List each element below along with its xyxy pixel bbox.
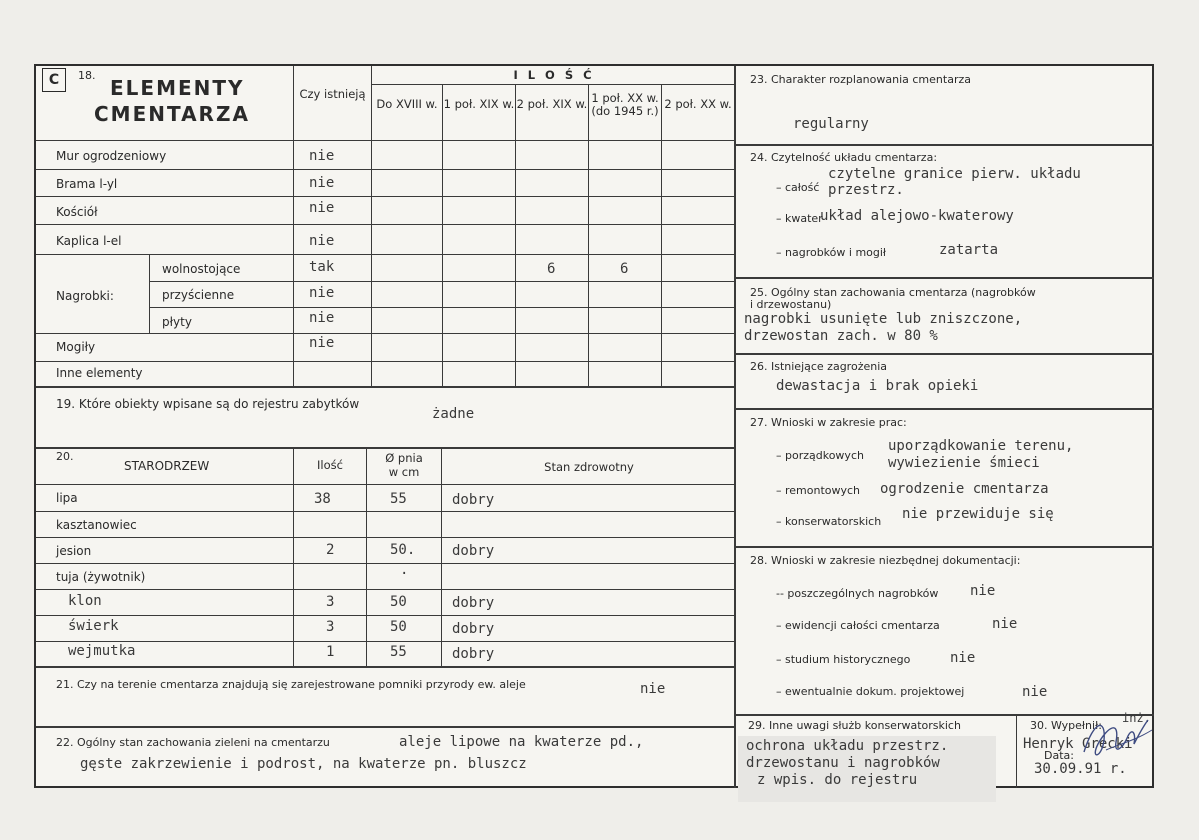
rule <box>36 333 736 334</box>
s27-order-line2: wywiezienie śmieci <box>888 455 1040 471</box>
tree-name: lipa <box>56 491 78 505</box>
s27-cons-value: nie przewiduje się <box>902 506 1054 522</box>
tree-qty: 3 <box>326 619 335 635</box>
s29-label: 29. Inne uwagi służb konserwatorskich <box>748 719 961 732</box>
row-label-tombstones: Nagrobki: <box>56 289 114 303</box>
s27-order-label: – porządkowych <box>776 449 864 462</box>
row-label-wall: Mur ogrodzeniowy <box>56 149 167 163</box>
rule <box>1016 714 1017 788</box>
tree-diam: 50 <box>390 619 407 635</box>
value-slabs-exists: nie <box>309 310 335 326</box>
rule <box>36 254 736 255</box>
rule <box>293 447 294 666</box>
s20-number: 20. <box>56 450 74 463</box>
s25-label-line2: i drzewostanu) <box>750 298 832 311</box>
s24-label: 24. Czytelność układu cmentarza: <box>750 151 938 164</box>
col-exists-header: Czy istnieją <box>299 87 366 101</box>
s28-item3-label: – studium historycznego <box>776 653 911 666</box>
rule <box>735 546 1154 548</box>
tree-name: wejmutka <box>68 643 136 659</box>
tree-qty: 2 <box>326 542 335 558</box>
s26-value: dewastacja i brak opieki <box>776 378 979 394</box>
tree-name: tuja (żywotnik) <box>56 570 146 584</box>
row-label-wall-mounted: przyścienne <box>162 288 235 302</box>
rule <box>36 563 736 564</box>
s18-title-line2: CMENTARZA <box>94 102 250 126</box>
s28-item2-label: – ewidencji całości cmentarza <box>776 619 940 632</box>
tree-name: jesion <box>56 544 92 558</box>
s24-whole-label: – całość <box>776 181 820 194</box>
tree-health: dobry <box>452 492 495 508</box>
column-divider <box>734 66 736 788</box>
rule <box>36 169 736 170</box>
tree-qty: 38 <box>314 491 331 507</box>
s24-whole-line2: przestrz. <box>828 182 904 198</box>
s24-quarters-value: układ alejowo-kwaterowy <box>820 208 1014 224</box>
s24-graves-value: zatarta <box>939 242 999 258</box>
row-label-church: Kościół <box>56 205 98 219</box>
rule <box>36 361 736 362</box>
s27-label: 27. Wnioski w zakresie prac: <box>750 416 907 429</box>
rule <box>36 224 736 225</box>
rule <box>36 511 736 512</box>
s24-quarters-label: – kwater <box>776 212 823 225</box>
s27-order-line1: uporządkowanie terenu, <box>888 438 1074 454</box>
rule <box>588 84 589 386</box>
rule <box>36 641 736 642</box>
s22-line2: gęste zakrzewienie i podrost, na kwaterze pn. bluszcz <box>80 756 527 772</box>
period-header: Do XVIII w. <box>376 97 438 111</box>
period-header: 2 poł. XIX w. <box>516 97 588 111</box>
period-header: 1 poł. XIX w. <box>443 97 515 111</box>
cemetery-record-card <box>34 64 1154 788</box>
tree-qty: 1 <box>326 644 335 660</box>
s30-date-label: Data: <box>1044 749 1074 762</box>
s27-renov-value: ogrodzenie cmentarza <box>880 481 1049 497</box>
s30-label: 30. Wypełnił: <box>1030 719 1102 732</box>
rule <box>36 447 736 449</box>
rule <box>36 589 736 590</box>
s28-item4-label: – ewentualnie dokum. projektowej <box>776 685 965 698</box>
s29-line2: drzewostanu i nagrobków <box>746 755 940 771</box>
period-header: 1 poł. XX w. (do 1945 r.) <box>591 91 659 118</box>
s28-item4-value: nie <box>1022 684 1048 700</box>
tree-qty: 3 <box>326 594 335 610</box>
s23-value: regularny <box>793 116 869 132</box>
rule <box>661 84 662 386</box>
s21-value: nie <box>640 681 666 697</box>
rule <box>515 84 516 386</box>
row-label-chapel: Kaplica l-el <box>56 234 122 248</box>
value-graves-exists: nie <box>309 335 335 351</box>
s25-label-line1: 25. Ogólny stan zachowania cmentarza (nagrobków <box>750 286 1036 299</box>
rule <box>36 666 736 668</box>
tree-health: dobry <box>452 646 495 662</box>
value-gate-exists: nie <box>309 175 335 191</box>
s22-line1: aleje lipowe na kwaterze pd., <box>399 734 644 750</box>
rule <box>366 447 367 666</box>
s24-graves-label: – nagrobków i mogił <box>776 246 887 259</box>
rule <box>36 140 736 141</box>
s29-line3: z wpis. do rejestru <box>757 772 918 788</box>
tree-name: kasztanowiec <box>56 518 137 532</box>
s28-item2-value: nie <box>992 616 1018 632</box>
s29-line1: ochrona układu przestrz. <box>746 738 949 754</box>
rule <box>441 447 442 666</box>
s28-item1-label: -- poszczególnych nagrobków <box>776 587 939 600</box>
tree-name: świerk <box>68 618 119 634</box>
rule <box>735 408 1154 410</box>
value-wall-mounted-exists: nie <box>309 285 335 301</box>
value-chapel-exists: nie <box>309 233 335 249</box>
col-quantity-header: I L O Ś Ć <box>513 68 595 82</box>
period-header: 2 poł. XX w. <box>664 97 732 111</box>
s30-date: 30.09.91 r. <box>1034 761 1127 777</box>
tree-health: dobry <box>452 595 495 611</box>
rule <box>36 615 736 616</box>
rule <box>293 66 294 386</box>
rule <box>442 84 443 386</box>
value-freestanding-period3: 6 <box>547 261 556 277</box>
rule <box>735 277 1154 279</box>
rule <box>36 484 736 485</box>
col-health-header: Stan zdrowotny <box>544 460 634 474</box>
s23-label: 23. Charakter rozplanowania cmentarza <box>750 73 971 86</box>
row-label-gate: Brama l-yl <box>56 177 118 191</box>
s27-renov-label: – remontowych <box>776 484 861 497</box>
rule <box>371 84 736 85</box>
rule <box>36 196 736 197</box>
tree-diam: 50. <box>390 542 416 558</box>
section-letter: C <box>42 68 66 92</box>
s26-label: 26. Istniejące zagrożenia <box>750 360 888 373</box>
s28-label: 28. Wnioski w zakresie niezbędnej dokumentacji: <box>750 554 1021 567</box>
s18-title-line1: ELEMENTY <box>110 76 245 100</box>
s22-label: 22. Ogólny stan zachowania zieleni na cmentarzu <box>56 736 330 749</box>
value-wall-exists: nie <box>309 148 335 164</box>
row-label-slabs: płyty <box>162 315 192 329</box>
rule <box>36 537 736 538</box>
s20-title: STARODRZEW <box>124 459 210 473</box>
value-freestanding-period4: 6 <box>620 261 629 277</box>
col-diam-unit: w cm <box>388 465 420 479</box>
s25-line1: nagrobki usunięte lub zniszczone, <box>744 311 1023 327</box>
value-church-exists: nie <box>309 200 335 216</box>
s28-item1-value: nie <box>970 583 996 599</box>
col-qty-header: Ilość <box>317 458 343 472</box>
rule <box>36 386 736 388</box>
s27-cons-label: – konserwatorskich <box>776 515 882 528</box>
tree-health: dobry <box>452 543 495 559</box>
tree-diam: 55 <box>390 491 407 507</box>
row-label-other: Inne elementy <box>56 366 143 380</box>
rule <box>36 726 736 728</box>
s18-number: 18. <box>78 69 96 82</box>
s24-whole-line1: czytelne granice pierw. układu <box>828 166 1081 182</box>
s19-value: żadne <box>432 406 475 422</box>
signature <box>1076 710 1156 772</box>
rule <box>371 66 372 386</box>
tree-diam: · <box>400 566 409 582</box>
s25-line2: drzewostan zach. w 80 % <box>744 328 938 344</box>
row-label-freestanding: wolnostojące <box>162 262 241 276</box>
row-label-graves: Mogiły <box>56 340 96 354</box>
tree-diam: 50 <box>390 594 407 610</box>
value-freestanding-exists: tak <box>309 259 335 275</box>
rule <box>735 353 1154 355</box>
rule <box>149 254 150 333</box>
s30-title: inż. <box>1122 711 1151 725</box>
s28-item3-value: nie <box>950 650 976 666</box>
s30-name: Henryk Grecki <box>1023 736 1133 752</box>
col-diam-header: Ø pnia <box>385 451 423 465</box>
tree-diam: 55 <box>390 644 407 660</box>
rule <box>735 144 1154 146</box>
tree-health: dobry <box>452 621 495 637</box>
tree-name: klon <box>68 593 102 609</box>
s19-label: 19. Które obiekty wpisane są do rejestru zabytków <box>56 397 360 411</box>
s21-label: 21. Czy na terenie cmentarza znajdują się zarejestrowane pomniki przyrody ew. aleje <box>56 678 526 691</box>
